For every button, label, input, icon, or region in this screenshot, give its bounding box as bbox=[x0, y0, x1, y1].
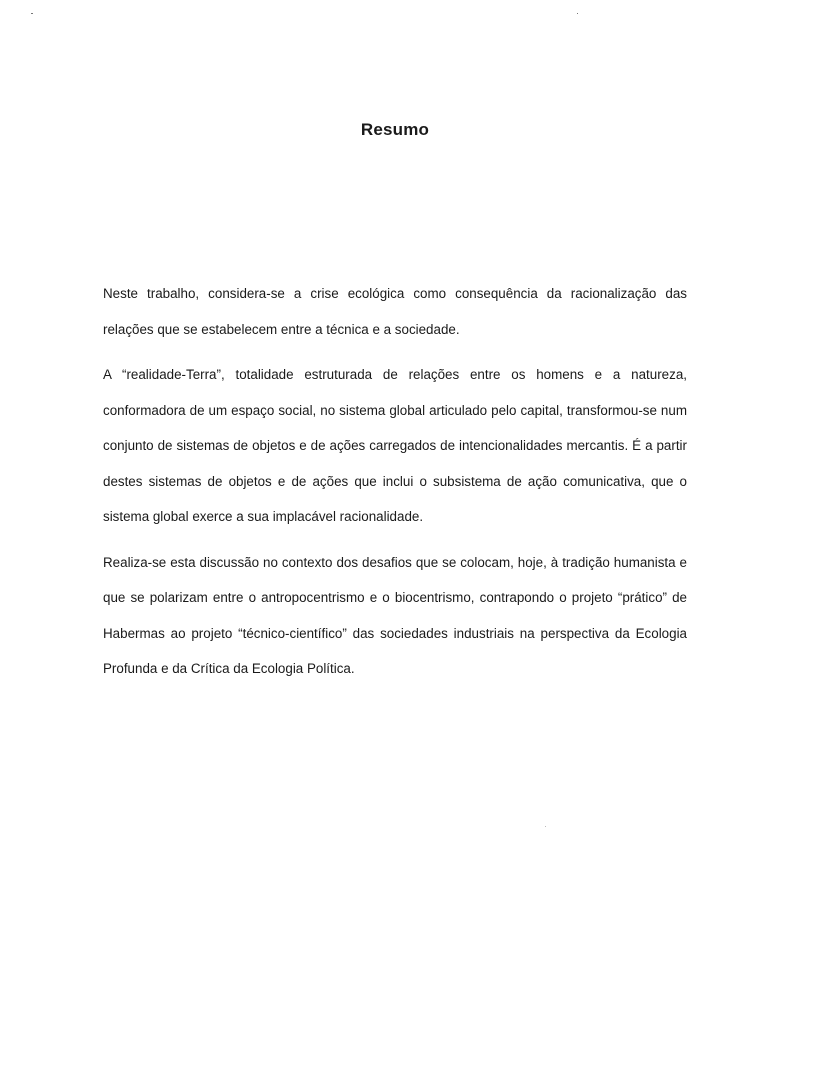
abstract-body bbox=[103, 276, 687, 697]
scan-speck bbox=[31, 13, 33, 14]
paragraph-2: A “realidade-Terra”, totalidade estruturada de relações entre os homens e a natureza, conformadora de um espaço social, no sistema global articulado pelo capital, transformou-se num conjunto de sistemas de objetos e de ações carregados de intencionalidades mercantis. É a partir destes sistemas de objetos e de ações que inclui o subsistema de ação comunicativa, que o sistema global exerce a sua implacável racionalidade. bbox=[103, 367, 687, 524]
paragraph-1: Neste trabalho, considera-se a crise ecológica como consequência da racionalização das relações que se estabelecem entre a técnica e a sociedade. bbox=[103, 286, 687, 337]
page-title: Resumo bbox=[360, 120, 430, 139]
scan-speck bbox=[545, 826, 546, 827]
paragraph-3: Realiza-se esta discussão no contexto dos desafios que se colocam, hoje, à tradição humanista e que se polarizam entre o antropocentrismo e o biocentrismo, contrapondo o projeto “prático” de Habermas ao projeto “técnico-científico” das sociedades industriais na perspectiva da Ecologia Profunda e da Crítica da Ecologia Política. bbox=[103, 554, 687, 676]
scan-speck bbox=[577, 13, 578, 14]
